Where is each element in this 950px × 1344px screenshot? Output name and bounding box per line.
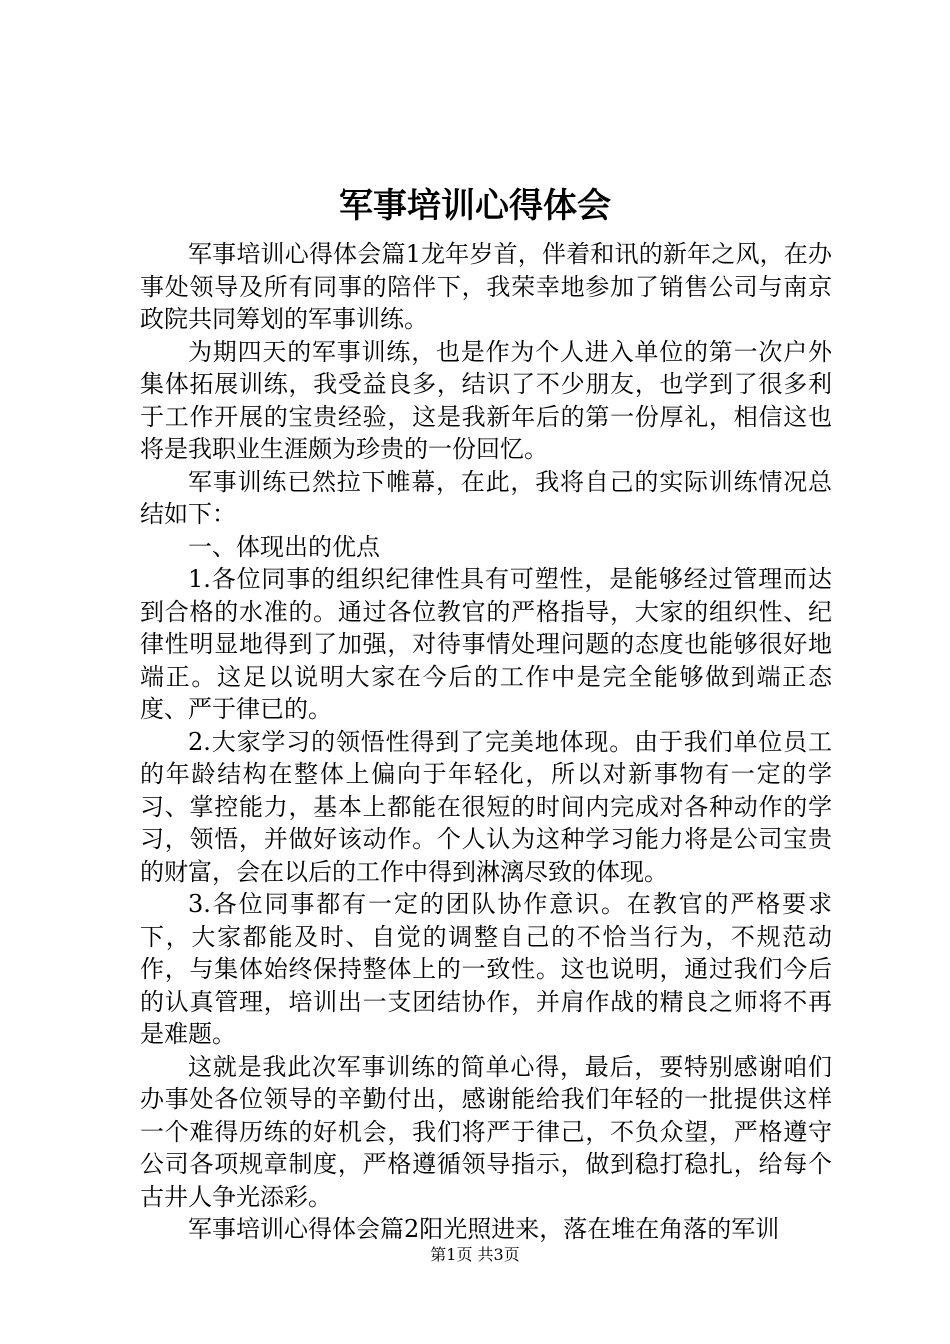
paragraph: 军事培训心得体会篇1龙年岁首，伴着和讯的新年之风，在办事处领导及所有同事的陪伴下，我荣幸地参加了销售公司与南京政院共同筹划的军事训练。 <box>140 240 832 333</box>
paragraph: 3.各位同事都有一定的团队协作意识。在教官的严格要求下，大家都能及时、自觉的调整自己的不恰当行为，不规范动作，与集体始终保持整体上的一致性。这也说明，通过我们今后的认真管理，培训出一支团结协作，并肩作战的精良之师将不再是难题。 <box>140 890 832 1048</box>
paragraph: 军事训练已然拉下帷幕，在此，我将自己的实际训练情况总结如下： <box>140 467 832 528</box>
page-footer: 第1页 共3页 <box>430 1245 520 1264</box>
document-title: 军事培训心得体会 <box>339 186 611 226</box>
section-heading: 一、体现出的优点 <box>188 532 380 561</box>
paragraph: 为期四天的军事训练，也是作为个人进入单位的第一次户外集体拓展训练，我受益良多，结识了不少朋友，也学到了很多利于工作开展的宝贵经验，这是我新年后的第一份厚礼，相信这也将是我职业生涯颇为珍贵的一份回忆。 <box>140 337 832 463</box>
paragraph: 2.大家学习的领悟性得到了完美地体现。由于我们单位员工的年龄结构在整体上偏向于年轻化，所以对新事物有一定的学习、掌控能力，基本上都能在很短的时间内完成对各种动作的学习，领悟，并做好该动作。个人认为这种学习能力将是公司宝贵的财富，会在以后的工作中得到淋漓尽致的体现。 <box>140 727 832 886</box>
paragraph: 1.各位同事的组织纪律性具有可塑性，是能够经过管理而达到合格的水准的。通过各位教官的严格指导，大家的组织性、纪律性明显地得到了加强，对待事情处理问题的态度也能够很好地端正。这足以说明大家在今后的工作中是完全能够做到端正态度、严于律已的。 <box>140 565 832 723</box>
document-body <box>140 238 832 1246</box>
paragraph: 军事培训心得体会篇2阳光照进来，落在堆在角落的军训 <box>188 1215 780 1243</box>
paragraph: 这就是我此次军事训练的简单心得，最后，要特别感谢咱们办事处各位领导的辛勤付出，感谢能给我们年轻的一批提供这样一个难得历练的好机会，我们将严于律己，不负众望，严格遵守公司各项规章制度，严格遵循领导指示，做到稳打稳扎，给每个古井人争光添彩。 <box>140 1052 832 1211</box>
